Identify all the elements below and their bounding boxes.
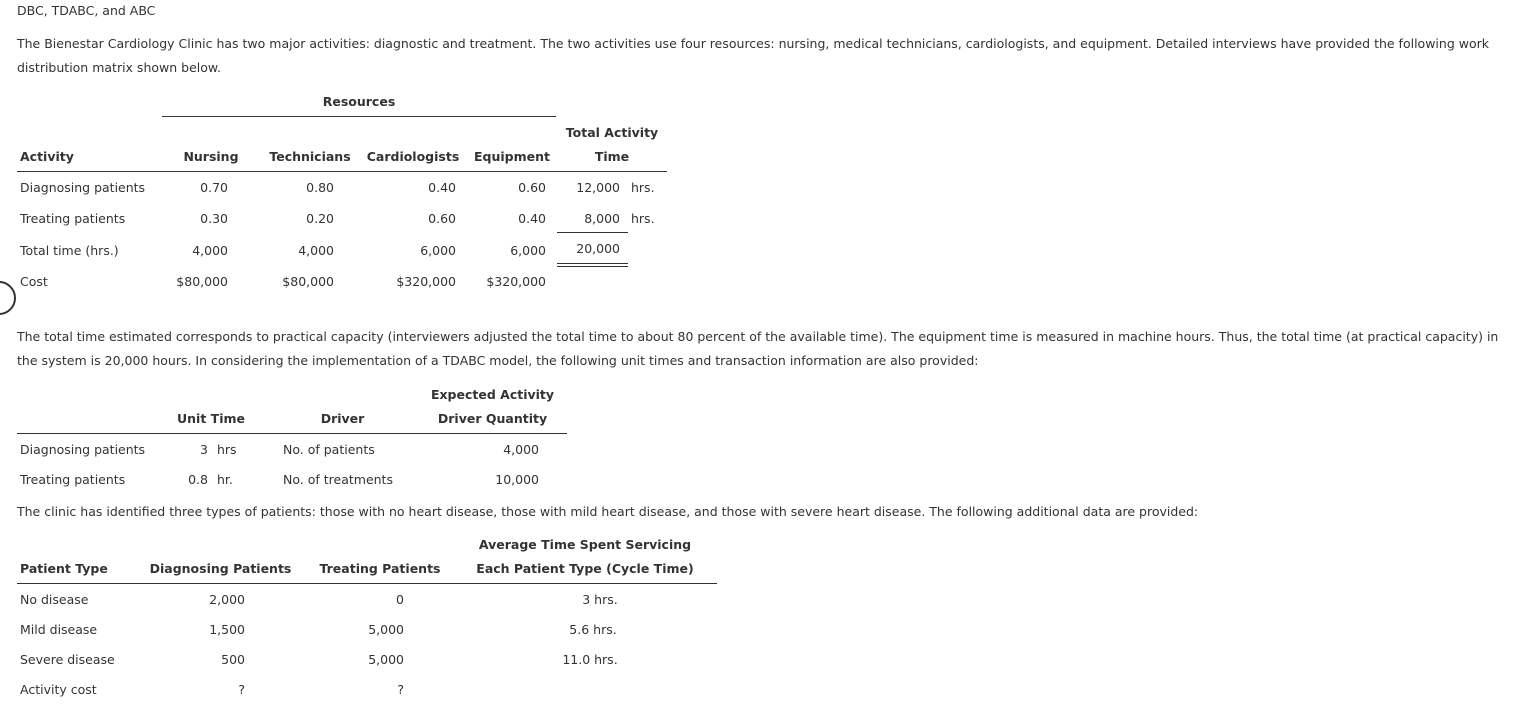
cardiologists-cell: 0.60 — [428, 211, 456, 226]
equipment-cell: $320,000 — [486, 274, 546, 289]
equipment-cell: 6,000 — [510, 243, 546, 258]
row-label: No disease — [20, 592, 89, 607]
patient-header-divider — [17, 583, 717, 584]
capacity-paragraph: The total time estimated corresponds to practical capacity (interviewers adjusted the total time to about 80 percent of the available time). The equipment time is measured in machine hours. Thus, the total time (at practical capacity) in the system is 20,000 hours. In considering the implementation of a TDABC model, the following unit times and transaction information are also provided: — [17, 329, 1499, 368]
total-subtotal-line — [557, 232, 628, 233]
equipment-cell: 0.60 — [518, 180, 546, 195]
equipment-cell: 0.40 — [518, 211, 546, 226]
quantity-cell: 4,000 — [503, 442, 539, 457]
resources-divider — [162, 116, 556, 117]
technicians-cell: 0.80 — [306, 180, 334, 195]
row-label: Severe disease — [20, 652, 115, 667]
patient-types-paragraph: The clinic has identified three types of patients: those with no heart disease, those with mild heart disease, and those with severe heart disease. The following additional data are provided: — [17, 504, 1199, 519]
nursing-header: Nursing — [183, 149, 239, 164]
row-label: Activity cost — [20, 682, 97, 697]
driver-header: Driver — [320, 411, 365, 426]
row-label: Mild disease — [20, 622, 98, 637]
diagnosing-cell: 500 — [221, 652, 245, 667]
expected-activity-header: Expected Activity — [430, 387, 555, 402]
tdabc-header-divider — [17, 433, 567, 434]
unit-cell: hrs. — [631, 180, 655, 195]
driver-cell: No. of treatments — [283, 472, 393, 487]
resources-group-header: Resources — [322, 94, 396, 109]
nursing-cell: $80,000 — [176, 274, 228, 289]
treating-header: Treating Patients — [319, 561, 441, 576]
diagnosing-cell: 1,500 — [209, 622, 245, 637]
quantity-cell: 10,000 — [495, 472, 539, 487]
cardiologists-header: Cardiologists — [366, 149, 460, 164]
header-divider — [17, 171, 667, 172]
total-double-underline — [557, 263, 628, 267]
nursing-cell: 0.30 — [200, 211, 228, 226]
technicians-cell: $80,000 — [282, 274, 334, 289]
technicians-header: Technicians — [269, 149, 351, 164]
unit-cell: hrs — [217, 442, 237, 457]
unit-time-cell: 3 — [200, 442, 208, 457]
total-cell: 12,000 — [576, 180, 620, 195]
equipment-header: Equipment — [474, 149, 550, 164]
activity-header: Activity — [20, 149, 74, 164]
treating-cell: 5,000 — [368, 622, 404, 637]
cycle-time-header: Each Patient Type (Cycle Time) — [476, 561, 694, 576]
row-label: Treating patients — [20, 472, 126, 487]
nursing-cell: 4,000 — [192, 243, 228, 258]
driver-quantity-header: Driver Quantity — [437, 411, 548, 426]
unit-cell: hr. — [217, 472, 233, 487]
cycle-cell: 3 hrs. — [582, 592, 618, 607]
unit-time-cell: 0.8 — [188, 472, 208, 487]
cycle-cell: 5.6 hrs. — [569, 622, 617, 637]
total-cell: 8,000 — [584, 211, 620, 226]
cycle-cell: 11.0 hrs. — [562, 652, 618, 667]
row-label: Cost — [20, 274, 48, 289]
avg-time-header: Average Time Spent Servicing — [478, 537, 692, 552]
cardiologists-cell: $320,000 — [396, 274, 456, 289]
row-label: Diagnosing patients — [20, 180, 146, 195]
driver-cell: No. of patients — [283, 442, 375, 457]
total-cell: 20,000 — [576, 241, 620, 256]
unit-cell: hrs. — [631, 211, 655, 226]
treating-cell: 5,000 — [368, 652, 404, 667]
intro-paragraph: The Bienestar Cardiology Clinic has two major activities: diagnostic and treatment. The two activities use four resources: nursing, medical technicians, cardiologists, and equipment. Detailed interviews have provided the following work distribution matrix shown below. — [17, 36, 1489, 75]
diagnosing-header: Diagnosing Patients — [149, 561, 292, 576]
page-title: DBC, TDABC, and ABC — [17, 3, 156, 18]
row-label: Total time (hrs.) — [20, 243, 119, 258]
treating-cell: 0 — [396, 592, 404, 607]
scroll-marker-circle — [0, 281, 16, 315]
technicians-cell: 4,000 — [298, 243, 334, 258]
cardiologists-cell: 0.40 — [428, 180, 456, 195]
treating-cell: ? — [397, 682, 404, 697]
total-activity-header: Total Activity — [565, 125, 659, 140]
unit-time-header: Unit Time — [177, 411, 245, 426]
cardiologists-cell: 6,000 — [420, 243, 456, 258]
diagnosing-cell: 2,000 — [209, 592, 245, 607]
row-label: Diagnosing patients — [20, 442, 146, 457]
patient-type-header: Patient Type — [20, 561, 108, 576]
technicians-cell: 0.20 — [306, 211, 334, 226]
diagnosing-cell: ? — [238, 682, 245, 697]
total-time-header: Time — [594, 149, 630, 164]
row-label: Treating patients — [20, 211, 126, 226]
nursing-cell: 0.70 — [200, 180, 228, 195]
